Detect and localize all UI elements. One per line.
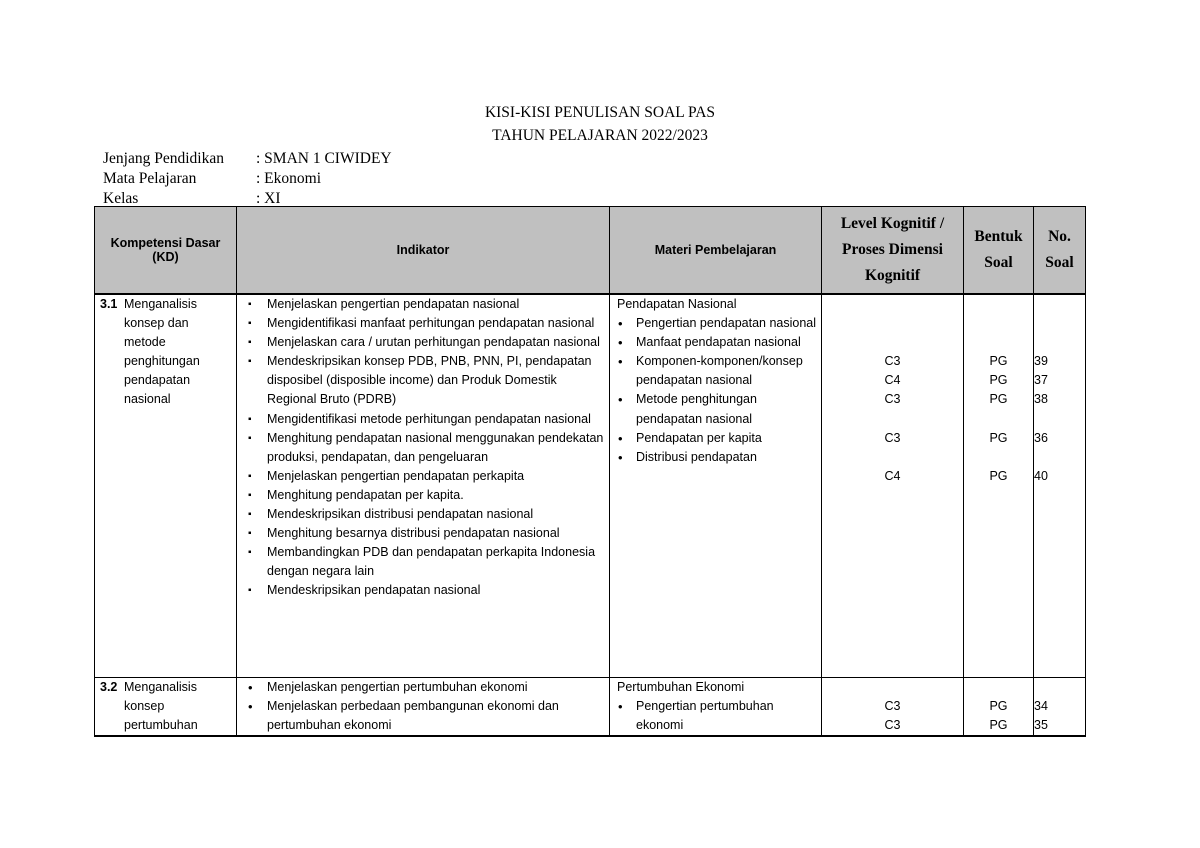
list-item: • Metode penghitungan pendapatan nasional	[617, 390, 821, 428]
indikator-cell	[237, 678, 610, 737]
meta-value: : Ekonomi	[256, 170, 322, 187]
header-level-line1: Level Kognitif /	[840, 215, 945, 232]
kd-text-line: metode	[124, 335, 166, 350]
meta-row-jenjang	[103, 149, 392, 169]
list-item: • Pendapatan per kapita	[617, 429, 821, 448]
header-level	[822, 207, 964, 295]
bentuk-value: PG	[989, 718, 1008, 733]
kd-text-line: Menganalisis	[124, 297, 197, 311]
header-kd-line1: Kompetensi Dasar	[110, 236, 221, 250]
meta-label: Jenjang Pendidikan	[103, 150, 224, 167]
level-value: C3	[884, 392, 901, 407]
list-item: • Manfaat pendapatan nasional	[617, 333, 821, 352]
header-no-soal	[1034, 207, 1086, 295]
no-soal-value: 35	[1034, 718, 1048, 733]
document-meta	[103, 149, 392, 209]
list-item: ▪ Menghitung pendapatan nasional menggunakan pendekatan produksi, pendapatan, dan pengeluaran	[237, 429, 609, 467]
bentuk-value: PG	[989, 430, 1008, 445]
level-value: C3	[884, 699, 901, 714]
header-bentuk-line1: Bentuk	[974, 228, 1023, 245]
meta-value: : XI	[256, 190, 281, 207]
header-bentuk	[964, 207, 1034, 295]
bentuk-cell	[964, 678, 1034, 737]
header-no-line2: Soal	[1045, 254, 1074, 271]
list-item: • Menjelaskan perbedaan pembangunan ekonomi dan pertumbuhan ekonomi	[237, 697, 609, 735]
materi-cell	[610, 294, 822, 678]
header-no-line1: No.	[1048, 228, 1071, 245]
kd-number: 3.2	[100, 680, 118, 694]
list-item: ▪ Mengidentifikasi manfaat perhitungan pendapatan nasional	[237, 314, 609, 333]
header-materi: Materi Pembelajaran	[610, 207, 822, 295]
no-soal-cell	[1034, 294, 1086, 678]
bentuk-value: PG	[989, 354, 1008, 369]
no-soal-value: 36	[1034, 430, 1048, 445]
list-item: • Distribusi pendapatan	[617, 448, 821, 467]
table-row	[95, 678, 1086, 737]
no-soal-value: 40	[1034, 468, 1048, 483]
list-item: ▪ Membandingkan PDB dan pendapatan perkapita Indonesia dengan negara lain	[237, 543, 609, 581]
list-item: ▪ Mendeskripsikan pendapatan nasional	[237, 581, 609, 600]
level-value: C3	[884, 354, 901, 369]
level-value: C3	[884, 430, 901, 445]
list-item: ▪ Mendeskripsikan konsep PDB, PNB, PNN, PI, pendapatan disposibel (disposible income) dan Produk Domestik Regional Bruto (PDRB)	[237, 352, 609, 409]
indikator-cell	[237, 294, 610, 678]
list-item: ▪ Menghitung pendapatan per kapita.	[237, 486, 609, 505]
table-row	[95, 294, 1086, 678]
bentuk-value: PG	[989, 699, 1008, 714]
bentuk-value: PG	[989, 468, 1008, 483]
materi-list	[617, 697, 821, 735]
no-soal-value: 34	[1034, 699, 1048, 714]
meta-row-mapel	[103, 169, 392, 189]
no-soal-value: 37	[1034, 373, 1048, 388]
list-item: • Menjelaskan pengertian pertumbuhan ekonomi	[237, 678, 609, 697]
materi-title: Pertumbuhan Ekonomi	[617, 680, 745, 694]
meta-value: : SMAN 1 CIWIDEY	[256, 150, 392, 167]
kd-text-line: penghitungan	[124, 354, 200, 369]
document-title: KISI-KISI PENULISAN SOAL PAS	[484, 104, 716, 121]
kd-cell	[95, 678, 237, 737]
kd-number: 3.1	[100, 297, 118, 311]
list-item: • Pengertian pertumbuhan ekonomi	[617, 697, 821, 735]
list-item: ▪ Mengidentifikasi metode perhitungan pendapatan nasional	[237, 410, 609, 429]
indikator-list	[237, 678, 609, 735]
bentuk-value: PG	[989, 373, 1008, 388]
kd-text	[124, 295, 224, 410]
materi-title: Pendapatan Nasional	[617, 297, 737, 311]
meta-label: Kelas	[103, 190, 139, 207]
indikator-list	[237, 295, 609, 601]
header-level-line2: Proses Dimensi	[842, 241, 943, 258]
header-bentuk-line2: Soal	[984, 254, 1013, 271]
level-value: C3	[884, 718, 901, 733]
kd-text-line: pertumbuhan	[124, 718, 198, 733]
list-item: • Pengertian pendapatan nasional	[617, 314, 821, 333]
list-item: ▪ Menghitung besarnya distribusi pendapatan nasional	[237, 524, 609, 543]
no-soal-value: 38	[1034, 392, 1048, 407]
kisi-kisi-table	[94, 206, 1086, 737]
kd-text-line: konsep dan	[124, 316, 189, 331]
list-item: ▪ Menjelaskan pengertian pendapatan perkapita	[237, 467, 609, 486]
level-cell	[822, 294, 964, 678]
header-kd-line2: (KD)	[152, 250, 179, 264]
list-item: ▪ Mendeskripsikan distribusi pendapatan nasional	[237, 505, 609, 524]
kd-text-line: Menganalisis	[124, 680, 197, 694]
level-cell	[822, 678, 964, 737]
level-value: C4	[884, 373, 901, 388]
table-header-row	[95, 207, 1086, 295]
header-kd	[95, 207, 237, 295]
level-value: C4	[884, 468, 901, 483]
header-level-line3: Kognitif	[864, 267, 921, 284]
no-soal-value: 39	[1034, 354, 1048, 369]
bentuk-cell	[964, 294, 1034, 678]
materi-cell	[610, 678, 822, 737]
kd-text-line: nasional	[124, 392, 171, 407]
list-item: ▪ Menjelaskan pengertian pendapatan nasional	[237, 295, 609, 314]
bentuk-value: PG	[989, 392, 1008, 407]
materi-list	[617, 314, 821, 467]
kd-text-line: konsep	[124, 699, 165, 714]
kd-cell	[95, 294, 237, 678]
header-indikator: Indikator	[237, 207, 610, 295]
meta-label: Mata Pelajaran	[103, 170, 197, 187]
list-item: ▪ Menjelaskan cara / urutan perhitungan pendapatan nasional	[237, 333, 609, 352]
kd-text	[124, 678, 224, 735]
list-item: • Komponen-komponen/konsep pendapatan nasional	[617, 352, 821, 390]
kd-text-line: pendapatan	[124, 373, 191, 388]
no-soal-cell	[1034, 678, 1086, 737]
document-subtitle: TAHUN PELAJARAN 2022/2023	[492, 127, 708, 144]
